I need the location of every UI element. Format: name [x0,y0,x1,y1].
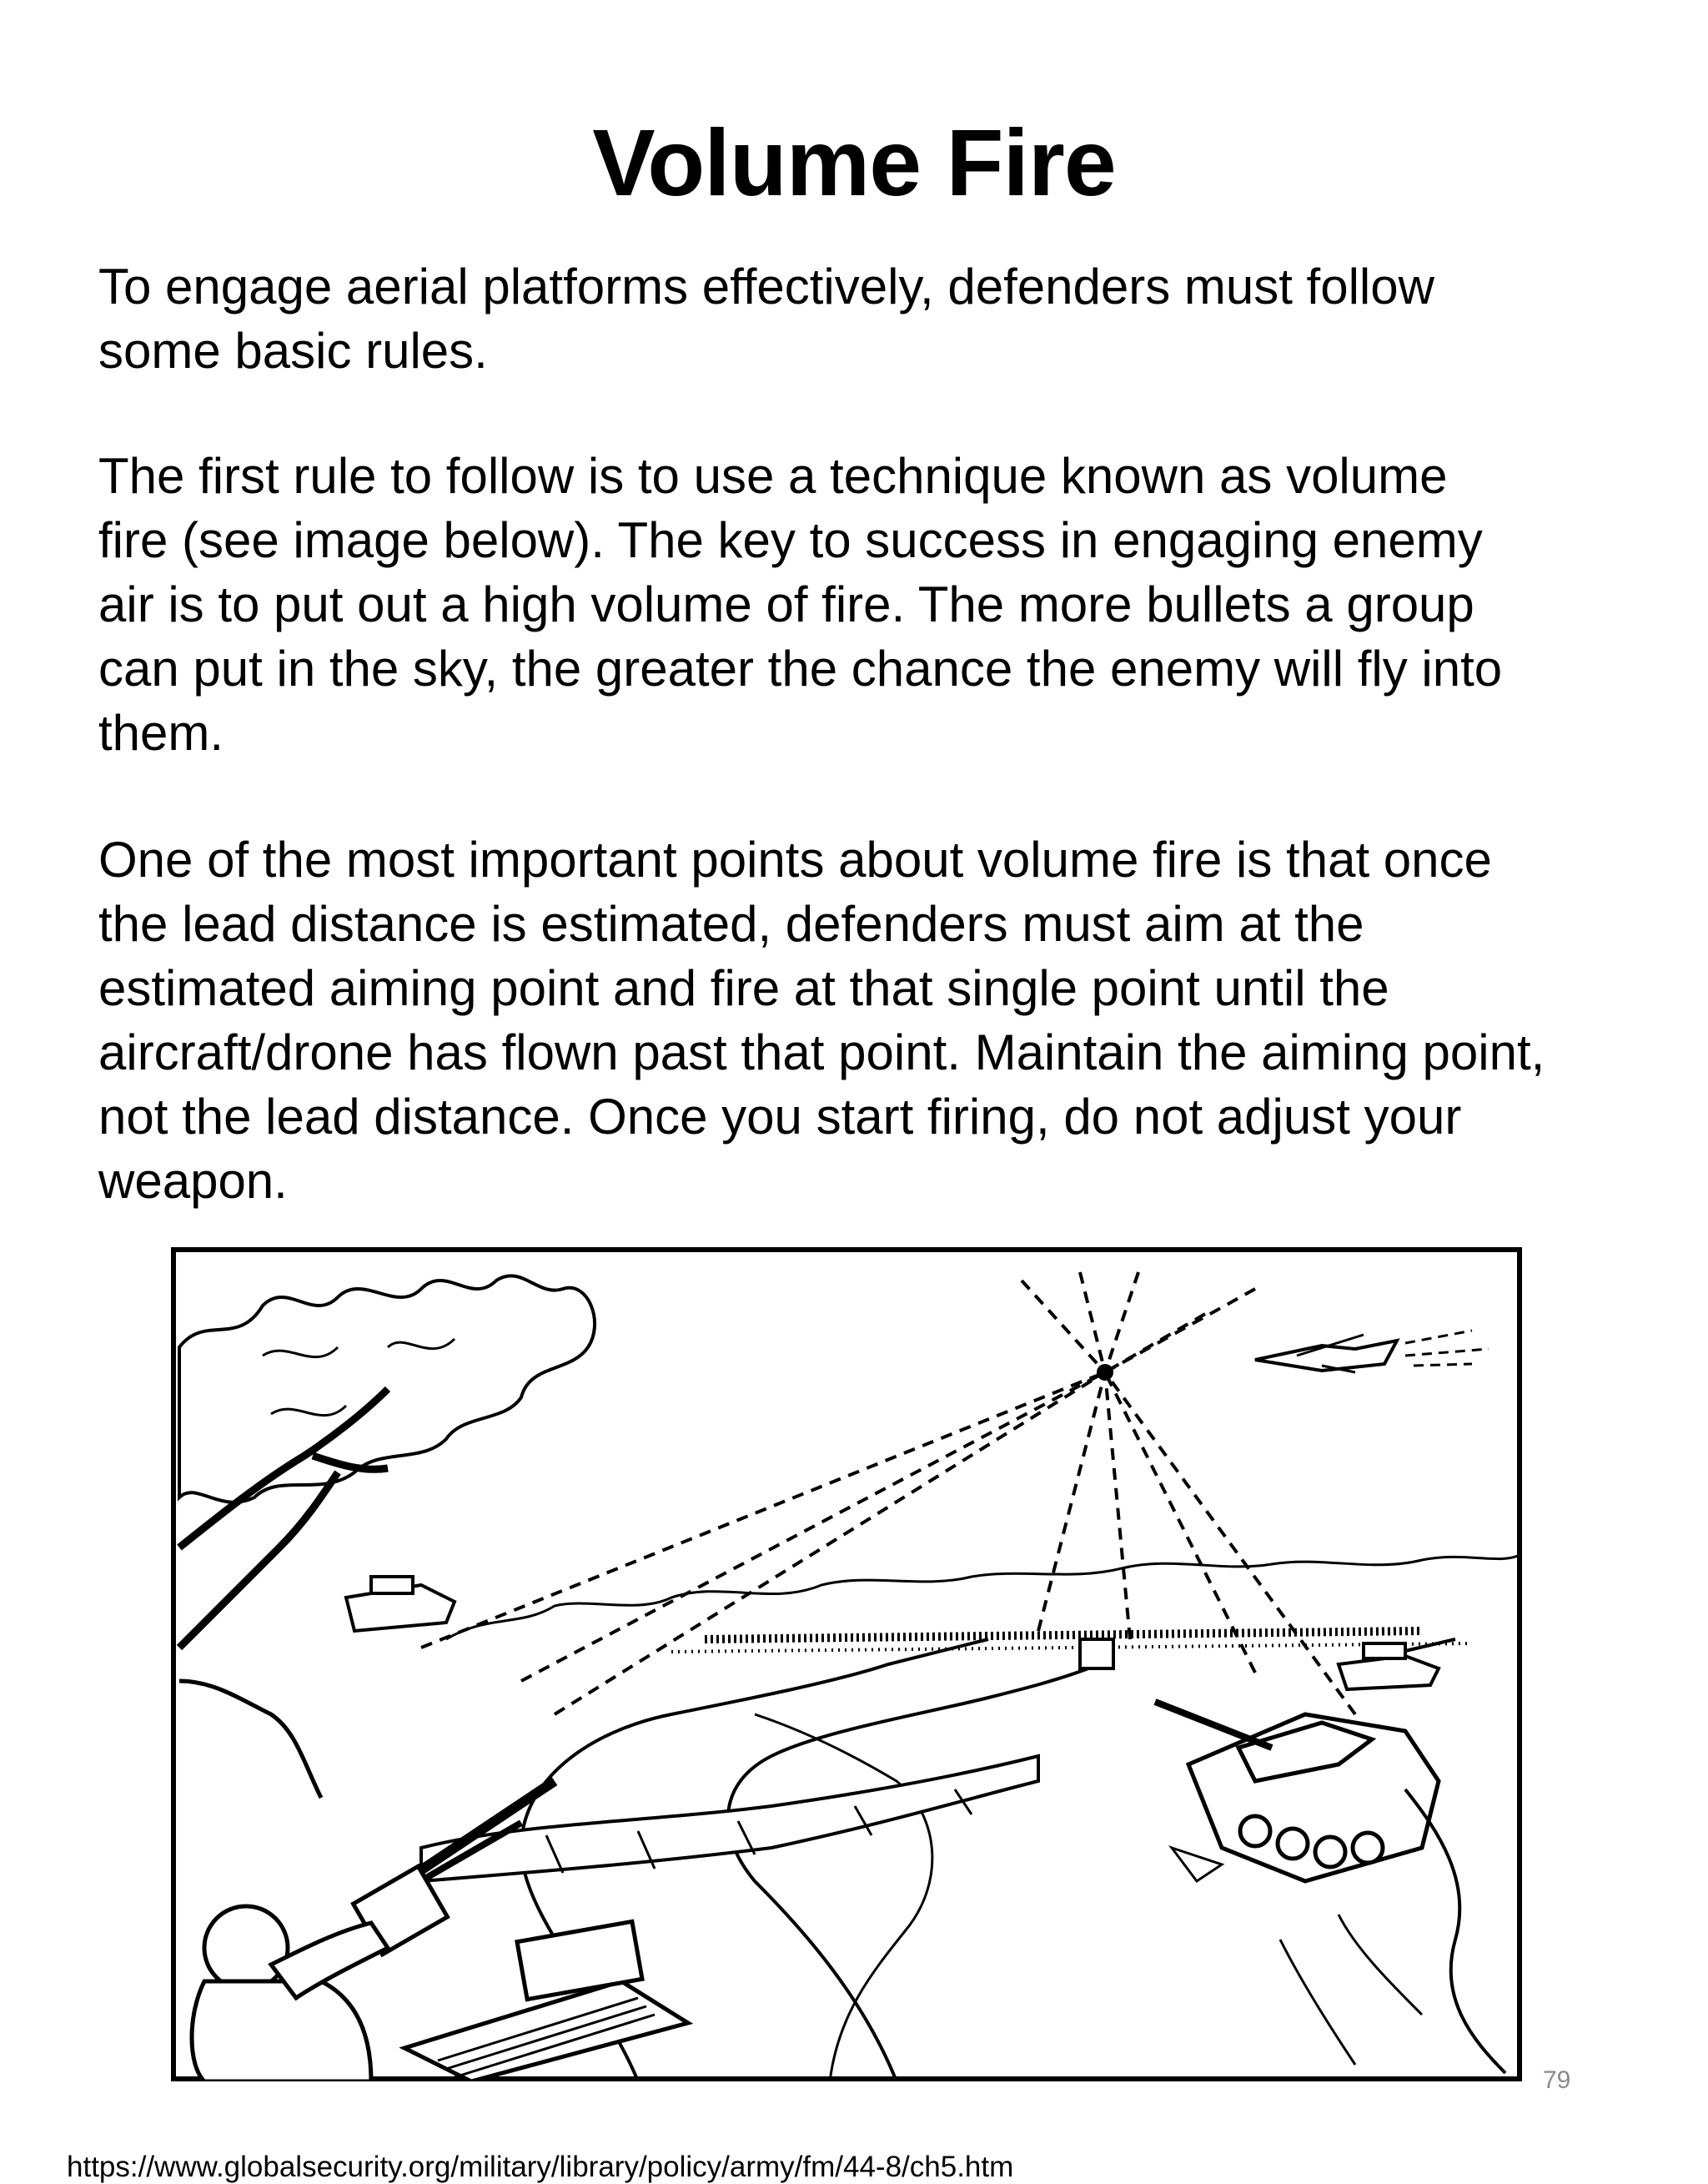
source-link[interactable]: https://www.globalsecurity.org/military/library/policy/army/fm/44-8/ch5.htm [67,2151,1014,2183]
text-line: weapon. [98,1153,288,1209]
text-line: air is to put out a high volume of fire. The more bullets a group [98,576,1474,632]
text-line: The first rule to follow is to use a technique known as volume [98,448,1448,504]
aiming-point-paragraph [98,828,1666,1213]
volume-fire-illustration [171,1247,1522,2081]
text-line: One of the most important points about volume fire is that once [98,832,1492,888]
volume-fire-illustration-icon [171,1247,1522,2081]
intro-paragraph [98,254,1666,383]
text-line: fire (see image below). The key to success in engaging enemy [98,512,1483,568]
text-line: the lead distance is estimated, defenders must aim at the [98,896,1364,952]
text-line: some basic rules. [98,323,488,379]
page-title: Volume Fire [592,110,1116,215]
page-number: 79 [1543,2066,1571,2094]
text-line: aircraft/drone has flown past that point. Maintain the aiming point, [98,1024,1545,1080]
text-line: can put in the sky, the greater the chance the enemy will fly into [98,641,1503,697]
text-line: not the lead distance. Once you start firing, do not adjust your [98,1089,1462,1145]
text-line: estimated aiming point and fire at that single point until the [98,960,1389,1016]
first-rule-paragraph [98,444,1666,765]
text-line: them. [98,705,224,761]
text-line: To engage aerial platforms effectively, defenders must follow [98,259,1434,315]
